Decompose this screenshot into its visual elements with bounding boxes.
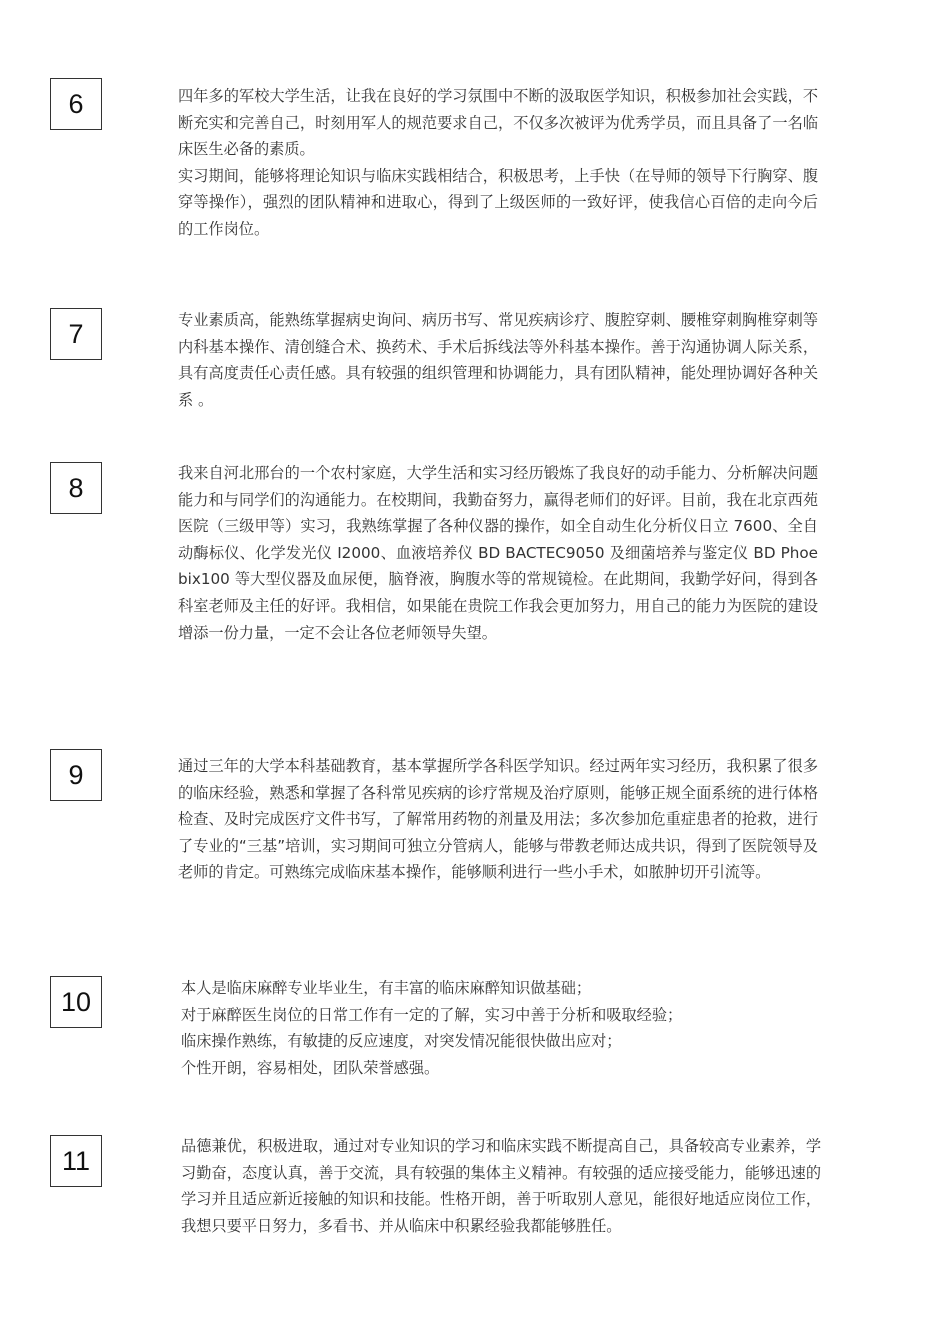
paragraph: 通过三年的大学本科基础教育，基本掌握所学各科医学知识。经过两年实习经历，我积累了很多的临床经验，熟悉和掌握了各科常见疾病的诊疗常规及治疗原则，能够正规全面系统的进行体格检查、及时完成医疗文件书写，了解常用药物的剂量及用法；多次参加危重症患者的抢救，进行了专业的“三基”培训，实习期间可独立分管病人，能够与带教老师达成共识，得到了医院领导及老师的肯定。可熟练完成临床基本操作，能够顺利进行一些小手术，如脓肿切开引流等。 bbox=[178, 757, 818, 882]
section-text-11 bbox=[181, 1133, 821, 1239]
section-text-7 bbox=[178, 307, 818, 413]
paragraph: 我来自河北邢台的一个农村家庭，大学生活和实习经历锻炼了我良好的动手能力、分析解决问题能力和与同学们的沟通能力。在校期间，我勤奋努力，赢得老师们的好评。目前，我在北京西苑医院（三级甲等）实习，我熟练掌握了各种仪器的操作，如全自动生化分析仪日立 7600、全自动酶标仪、化学发光仪 I2000、血液培养仪 BD BACTEC9050 及细菌培养与鉴定仪 BD Phoebix100 等大型仪器及血尿便，脑脊液，胸腹水等的常规镜检。在此期间，我勤学好问，得到各科室老师及主任的好评。我相信，如果能在贵院工作我会更加努力，用自己的能力为医院的建设增添一份力量，一定不会让各位老师领导失望。 bbox=[178, 464, 818, 642]
paragraph: 品德兼优，积极进取，通过对专业知识的学习和临床实践不断提高自己，具备较高专业素养，学习勤奋，态度认真，善于交流，具有较强的集体主义精神。有较强的适应接受能力，能够迅速的学习并且适应新近接触的知识和技能。性格开朗，善于听取别人意见，能很好地适应岗位工作，我想只要平日努力，多看书、并从临床中积累经验我都能够胜任。 bbox=[181, 1137, 821, 1235]
section-number-11: 11 bbox=[50, 1135, 102, 1187]
paragraph: 本人是临床麻醉专业毕业生，有丰富的临床麻醉知识做基础； bbox=[181, 979, 592, 997]
section-number-7: 7 bbox=[50, 308, 102, 360]
paragraph: 临床操作熟练，有敏捷的反应速度，对突发情况能很快做出应对； bbox=[181, 1032, 622, 1051]
paragraph: 个性开朗，容易相处，团队荣誉感强。 bbox=[181, 1058, 440, 1077]
paragraph: 对于麻醉医生岗位的日常工作有一定的了解，实习中善于分析和吸取经验； bbox=[181, 1005, 683, 1024]
section-text-6 bbox=[178, 83, 818, 243]
section-number-10: 10 bbox=[50, 976, 102, 1028]
paragraph: 实习期间，能够将理论知识与临床实践相结合，积极思考，上手快（在导师的领导下行胸穿、腹穿等操作），强烈的团队精神和进取心，得到了上级医师的一致好评，使我信心百倍的走向今后的工作岗位。 bbox=[178, 166, 818, 238]
section-text-8 bbox=[178, 460, 818, 646]
paragraph: 四年多的军校大学生活，让我在良好的学习氛围中不断的汲取医学知识，积极参加社会实践，不断充实和完善自己，时刻用军人的规范要求自己，不仅多次被评为优秀学员，而且具备了一名临床医生必备的素质。 bbox=[178, 87, 818, 159]
section-number-6: 6 bbox=[50, 78, 102, 130]
paragraph: 专业素质高，能熟练掌握病史询问、病历书写、常见疾病诊疗、腹腔穿刺、腰椎穿刺胸椎穿刺等内科基本操作、清创缝合术、换药术、手术后拆线法等外科基本操作。善于沟通协调人际关系，具有高度责任心责任感。具有较强的组织管理和协调能力，具有团队精神，能处理协调好各种关系 。 bbox=[178, 311, 818, 409]
section-number-8: 8 bbox=[50, 462, 102, 514]
section-text-9 bbox=[178, 753, 818, 886]
section-text-10 bbox=[181, 975, 821, 1081]
section-number-9: 9 bbox=[50, 749, 102, 801]
